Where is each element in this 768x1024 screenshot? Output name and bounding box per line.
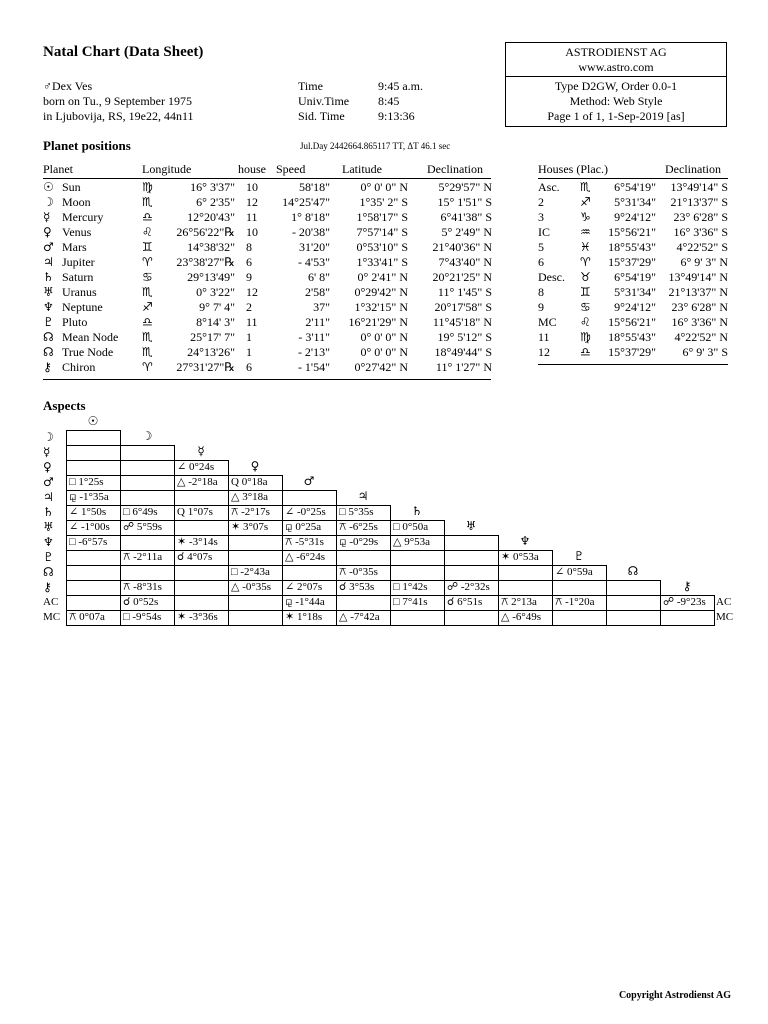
planet-declination: 6°41'38" S	[440, 210, 492, 224]
house-name: 5	[538, 240, 544, 254]
aspect-cell: ∠ -1°00s	[66, 520, 121, 536]
house-declination: 13°49'14" S	[670, 180, 728, 194]
aspect-cell	[444, 550, 499, 566]
planet-longitude: 8°14' 3"	[196, 315, 235, 329]
planet-name: Mean Node	[62, 330, 119, 344]
aspect-cell: △ 3°18a	[228, 490, 283, 506]
aspect-cell	[120, 535, 175, 551]
time-label: Time	[298, 79, 323, 93]
aspect-row-glyph-icon: ♄	[43, 505, 54, 519]
house-declination: 4°22'52" S	[676, 240, 728, 254]
planet-glyph-icon: ♃	[43, 255, 54, 269]
aspect-cell	[66, 565, 121, 581]
planet-speed: 2'11"	[305, 315, 330, 329]
aspect-cell: ✶ 3°07s	[228, 520, 283, 536]
sign-glyph-icon: ♊	[580, 285, 591, 299]
aspect-cell	[120, 445, 175, 461]
aspect-cell: ☍ -2°32s	[444, 580, 499, 596]
aspect-cell	[120, 565, 175, 581]
col-latitude: Latitude	[342, 162, 382, 176]
aspect-cell	[390, 565, 445, 581]
planet-house: 12	[246, 195, 258, 209]
planet-house: 8	[246, 240, 252, 254]
company-url: www.astro.com	[578, 60, 654, 74]
aspect-cell: □ 7°41s	[390, 595, 445, 611]
house-declination: 16° 3'36" N	[671, 315, 728, 329]
sid-label: Sid. Time	[298, 109, 345, 123]
aspect-cell: ☍ 5°59s	[120, 520, 175, 536]
aspect-cell	[606, 595, 661, 611]
aspect-col-glyph-icon: ♂	[303, 474, 315, 488]
aspect-col-glyph-icon: ♄	[411, 504, 423, 518]
planet-house: 11	[246, 210, 258, 224]
planet-latitude: 1°58'17" S	[356, 210, 408, 224]
aspect-cell	[228, 535, 283, 551]
planet-latitude: 0°53'10" S	[356, 240, 408, 254]
aspect-row-glyph-icon: ♃	[43, 490, 54, 504]
planet-longitude: 6° 2'35"	[196, 195, 235, 209]
aspect-row-glyph-icon: MC	[43, 611, 61, 623]
aspect-cell: ✶ -3°14s	[174, 535, 229, 551]
planet-speed: 31'20"	[298, 240, 330, 254]
aspect-col-glyph-icon: ☉	[87, 414, 99, 428]
col-planet: Planet	[43, 162, 73, 176]
aspect-row-glyph-icon: ♅	[43, 520, 54, 534]
house-longitude: 5°31'34"	[614, 285, 656, 299]
planet-house: 10	[246, 225, 258, 239]
house-name: 6	[538, 255, 544, 269]
aspect-cell	[174, 595, 229, 611]
planet-speed: - 20'38"	[291, 225, 330, 239]
aspect-cell: ⚻ -6°25s	[336, 520, 391, 536]
sign-glyph-icon: ♐	[580, 195, 591, 209]
planet-longitude: 0° 3'22"	[196, 285, 235, 299]
planet-latitude: 7°57'14" S	[356, 225, 408, 239]
aspect-cell: ∠ 2°07s	[282, 580, 337, 596]
aspect-row-glyph-icon: ♀	[43, 460, 52, 474]
planet-longitude: 25°17' 7"	[190, 330, 235, 344]
aspect-cell: △ -2°18a	[174, 475, 229, 491]
planet-glyph-icon: ♇	[43, 315, 54, 329]
aspect-cell	[444, 610, 499, 626]
planet-glyph-icon: ♄	[43, 270, 54, 284]
aspect-cell: ☌ 3°53s	[336, 580, 391, 596]
planet-house: 10	[246, 180, 258, 194]
aspect-col-glyph-icon: ♇	[573, 549, 585, 563]
planet-name: Chiron	[62, 360, 96, 374]
aspect-row-glyph-icon: ⚷	[43, 580, 52, 594]
aspect-row-glyph-icon: ♇	[43, 550, 54, 564]
planet-name: Jupiter	[62, 255, 95, 269]
planet-house: 9	[246, 270, 252, 284]
aspect-cell: ⚻ -2°11a	[120, 550, 175, 566]
planet-speed: 37"	[313, 300, 330, 314]
house-declination: 23° 6'28" N	[671, 300, 728, 314]
time-value: 9:45 a.m.	[378, 79, 423, 93]
col-speed: Speed	[276, 162, 306, 176]
col-house: house	[238, 162, 266, 176]
aspect-cell: □ 1°25s	[66, 475, 121, 491]
aspect-cell: □ 6°49s	[120, 505, 175, 521]
sign-glyph-icon: ♐	[142, 300, 153, 314]
planet-declination: 5° 2'49" N	[441, 225, 492, 239]
sign-glyph-icon: ♏	[142, 345, 153, 359]
ut-label: Univ.Time	[298, 94, 350, 108]
planet-longitude: 29°13'49"	[187, 270, 235, 284]
planet-name: Mercury	[62, 210, 104, 224]
aspect-cell	[120, 490, 175, 506]
house-name: 3	[538, 210, 544, 224]
planet-speed: - 4'53"	[297, 255, 330, 269]
col-declination: Declination	[427, 162, 483, 176]
aspect-cell: ⚻ -1°20a	[552, 595, 607, 611]
house-name: 9	[538, 300, 544, 314]
planet-declination: 11° 1'45" S	[437, 285, 492, 299]
house-declination: 6° 9' 3" S	[682, 345, 728, 359]
planet-house: 1	[246, 330, 252, 344]
sign-glyph-icon: ♏	[142, 330, 153, 344]
aspect-cell: △ 9°53a	[390, 535, 445, 551]
house-name: Asc.	[538, 180, 560, 194]
sign-glyph-icon: ♋	[580, 300, 591, 314]
aspect-cell	[552, 610, 607, 626]
aspect-cell: ∠ 0°24s	[174, 460, 229, 476]
planet-speed: 14°25'47"	[282, 195, 330, 209]
col-house-declination: Declination	[665, 162, 721, 176]
house-name: MC	[538, 315, 557, 329]
planet-name: Uranus	[62, 285, 97, 299]
julian-day: Jul.Day 2442664.865117 TT, ΔT 46.1 sec	[300, 141, 451, 151]
aspect-cell: ⚼ -1°44a	[282, 595, 337, 611]
person-name: ♂Dex Ves	[43, 79, 93, 93]
planet-longitude: 14°38'32"	[187, 240, 235, 254]
planet-latitude: 0° 0' 0" N	[360, 180, 408, 194]
aspect-cell	[390, 610, 445, 626]
chart-type: Type D2GW, Order 0.0-1	[554, 79, 678, 93]
aspect-cell: Q 1°07s	[174, 505, 229, 521]
aspect-col-glyph-icon: ♅	[465, 519, 477, 533]
sign-glyph-icon: ♈	[580, 255, 591, 269]
sign-glyph-icon: ♏	[142, 195, 153, 209]
aspect-cell: ∠ -0°25s	[282, 505, 337, 521]
sign-glyph-icon: ♒	[580, 225, 591, 239]
aspect-cell	[282, 565, 337, 581]
house-longitude: 9°24'12"	[614, 210, 656, 224]
planet-latitude: 0°27'42" N	[354, 360, 408, 374]
house-longitude: 5°31'34"	[614, 195, 656, 209]
planet-speed: 58'18"	[298, 180, 330, 194]
planet-glyph-icon: ♂	[43, 240, 54, 254]
aspect-cell: ∠ 0°59a	[552, 565, 607, 581]
aspect-col-glyph-icon: ♃	[357, 489, 369, 503]
aspect-cell	[174, 565, 229, 581]
aspect-right-label: MC	[716, 611, 734, 623]
planet-longitude: 23°38'27"℞	[176, 255, 235, 269]
planet-speed: 1° 8'18"	[291, 210, 330, 224]
planet-latitude: 0° 0' 0" N	[360, 345, 408, 359]
planet-declination: 15° 1'51" S	[437, 195, 492, 209]
house-name: Desc.	[538, 270, 565, 284]
planet-longitude: 9° 7' 4"	[199, 300, 235, 314]
house-longitude: 6°54'19"	[614, 180, 656, 194]
planet-glyph-icon: ♆	[43, 300, 54, 314]
planet-house: 6	[246, 360, 252, 374]
planet-name: Pluto	[62, 315, 88, 329]
aspect-row-glyph-icon: ♂	[43, 475, 54, 489]
house-longitude: 9°24'12"	[614, 300, 656, 314]
aspect-row-glyph-icon: ♆	[43, 535, 54, 549]
house-declination: 4°22'52" N	[674, 330, 728, 344]
house-longitude: 15°37'29"	[608, 255, 656, 269]
planet-house: 1	[246, 345, 252, 359]
aspect-cell: □ -9°54s	[120, 610, 175, 626]
page-info: Page 1 of 1, 1-Sep-2019 [as]	[547, 109, 685, 123]
aspect-cell	[336, 595, 391, 611]
house-declination: 21°13'37" S	[670, 195, 728, 209]
aspect-cell: ⚼ -0°29s	[336, 535, 391, 551]
sign-glyph-icon: ♓	[580, 240, 591, 254]
birth-date: born on Tu., 9 September 1975	[43, 94, 193, 108]
house-name: 11	[538, 330, 550, 344]
planet-house: 12	[246, 285, 258, 299]
aspect-cell	[282, 490, 337, 506]
planet-name: True Node	[62, 345, 114, 359]
aspect-cell	[498, 580, 553, 596]
aspect-row-glyph-icon: AC	[43, 596, 59, 608]
aspect-cell	[66, 595, 121, 611]
planet-glyph-icon: ⚷	[43, 360, 52, 374]
planet-positions-title: Planet positions	[43, 138, 131, 153]
aspect-cell	[228, 610, 283, 626]
planet-glyph-icon: ♀	[43, 225, 52, 239]
house-longitude: 15°56'21"	[608, 315, 656, 329]
planet-speed: - 2'13"	[297, 345, 330, 359]
planet-name: Saturn	[62, 270, 94, 284]
aspects-title: Aspects	[43, 398, 86, 413]
aspect-cell: ☌ 4°07s	[174, 550, 229, 566]
aspect-cell: ⚼ 0°25a	[282, 520, 337, 536]
aspect-row-glyph-icon: ☊	[43, 565, 54, 579]
aspect-cell	[174, 580, 229, 596]
planet-declination: 11°45'18" N	[432, 315, 492, 329]
aspect-cell	[228, 550, 283, 566]
house-longitude: 15°37'29"	[608, 345, 656, 359]
sign-glyph-icon: ♏	[580, 180, 591, 194]
aspect-cell: ⚻ -8°31s	[120, 580, 175, 596]
aspect-row-glyph-icon: ☿	[43, 445, 51, 459]
planet-glyph-icon: ☊	[43, 345, 54, 359]
planet-speed: - 3'11"	[298, 330, 330, 344]
planet-latitude: 1°32'15" N	[354, 300, 408, 314]
aspect-cell	[552, 580, 607, 596]
planet-latitude: 1°33'41" S	[356, 255, 408, 269]
ut-value: 8:45	[378, 94, 400, 108]
sign-glyph-icon: ♎	[142, 210, 153, 224]
planet-longitude: 16° 3'37"	[190, 180, 235, 194]
house-declination: 16° 3'36" S	[673, 225, 728, 239]
aspect-cell	[606, 580, 661, 596]
sign-glyph-icon: ♑	[580, 210, 591, 224]
planet-longitude: 24°13'26"	[187, 345, 235, 359]
planet-glyph-icon: ♅	[43, 285, 54, 299]
aspect-col-glyph-icon: ☽	[141, 429, 153, 443]
planet-longitude: 27°31'27"℞	[176, 360, 235, 374]
aspect-cell	[66, 430, 121, 446]
aspect-cell	[174, 490, 229, 506]
aspect-cell	[228, 595, 283, 611]
aspect-cell	[66, 550, 121, 566]
sign-glyph-icon: ♌	[580, 315, 591, 329]
sign-glyph-icon: ♍	[580, 330, 591, 344]
aspect-cell: ☍ -9°23s	[660, 595, 715, 611]
house-name: 8	[538, 285, 544, 299]
planet-name: Moon	[62, 195, 91, 209]
planet-latitude: 1°35' 2" S	[359, 195, 408, 209]
company-name: ASTRODIENST AG	[565, 45, 667, 59]
col-houses: Houses (Plac.)	[538, 162, 608, 176]
house-declination: 23° 6'28" S	[673, 210, 728, 224]
house-declination: 21°13'37" N	[668, 285, 728, 299]
planet-speed: 6' 8"	[307, 270, 330, 284]
aspect-cell: ☌ 0°52s	[120, 595, 175, 611]
sign-glyph-icon: ♈	[142, 360, 153, 374]
house-name: IC	[538, 225, 550, 239]
aspect-col-glyph-icon: ♀	[250, 459, 260, 473]
planet-latitude: 0° 0' 0" N	[360, 330, 408, 344]
aspect-col-glyph-icon: ☊	[627, 564, 639, 578]
aspect-cell: □ 5°35s	[336, 505, 391, 521]
aspect-cell: ✶ -3°36s	[174, 610, 229, 626]
aspect-cell: □ -6°57s	[66, 535, 121, 551]
planet-longitude: 12°20'43"	[187, 210, 235, 224]
sid-value: 9:13:36	[378, 109, 415, 123]
aspect-cell	[444, 535, 499, 551]
sign-glyph-icon: ♏	[142, 285, 153, 299]
aspect-cell	[120, 460, 175, 476]
aspect-cell: ⚻ -5°31s	[282, 535, 337, 551]
planet-declination: 20°21'25" N	[432, 270, 492, 284]
chart-method: Method: Web Style	[569, 94, 663, 108]
planet-longitude: 26°56'22"℞	[176, 225, 235, 239]
planet-name: Sun	[62, 180, 81, 194]
planet-declination: 21°40'36" N	[432, 240, 492, 254]
sign-glyph-icon: ♍	[142, 180, 153, 194]
planet-declination: 11° 1'27" N	[435, 360, 492, 374]
aspect-cell: ✶ 0°53a	[498, 550, 553, 566]
sign-glyph-icon: ♉	[580, 270, 591, 284]
planet-name: Mars	[62, 240, 87, 254]
house-name: 2	[538, 195, 544, 209]
sign-glyph-icon: ♎	[580, 345, 591, 359]
aspect-cell	[390, 550, 445, 566]
copyright: Copyright Astrodienst AG	[618, 990, 731, 1001]
planet-latitude: 0° 2'41" N	[357, 270, 408, 284]
planet-house: 11	[246, 315, 258, 329]
aspect-cell	[498, 565, 553, 581]
aspect-col-glyph-icon: ☿	[197, 444, 205, 458]
aspect-cell: □ 1°42s	[390, 580, 445, 596]
chart-title: Natal Chart (Data Sheet)	[43, 44, 204, 60]
aspect-cell: Q 0°18a	[228, 475, 283, 491]
house-longitude: 18°55'43"	[608, 330, 656, 344]
planet-name: Neptune	[62, 300, 103, 314]
planet-glyph-icon: ☿	[43, 210, 51, 224]
birth-place: in Ljubovija, RS, 19e22, 44n11	[43, 109, 194, 123]
planet-latitude: 0°29'42" N	[354, 285, 408, 299]
planet-glyph-icon: ☽	[43, 195, 54, 209]
planet-name: Venus	[62, 225, 92, 239]
col-longitude: Longitude	[142, 162, 192, 176]
aspect-cell: △ -7°42a	[336, 610, 391, 626]
aspect-cell: □ 0°50a	[390, 520, 445, 536]
aspect-cell	[444, 565, 499, 581]
aspect-cell: □ -2°43a	[228, 565, 283, 581]
planet-speed: - 1'54"	[297, 360, 330, 374]
house-longitude: 15°56'21"	[608, 225, 656, 239]
aspect-cell	[66, 580, 121, 596]
house-declination: 6° 9' 3" N	[680, 255, 728, 269]
sign-glyph-icon: ♊	[142, 240, 153, 254]
aspect-cell	[174, 520, 229, 536]
aspect-cell: △ -0°35s	[228, 580, 283, 596]
aspect-cell: ⚻ -0°35s	[336, 565, 391, 581]
house-name: 12	[538, 345, 550, 359]
aspect-cell: ⚻ -2°17s	[228, 505, 283, 521]
aspect-cell: △ -6°49s	[498, 610, 553, 626]
aspect-cell	[120, 475, 175, 491]
aspect-col-glyph-icon: ⚷	[682, 579, 692, 593]
aspect-cell: ✶ 1°18s	[282, 610, 337, 626]
aspect-cell	[336, 550, 391, 566]
planet-declination: 19° 5'12" S	[437, 330, 492, 344]
aspect-cell	[606, 610, 661, 626]
sign-glyph-icon: ♌	[142, 225, 153, 239]
sign-glyph-icon: ♈	[142, 255, 153, 269]
sign-glyph-icon: ♋	[142, 270, 153, 284]
sign-glyph-icon: ♎	[142, 315, 153, 329]
planet-declination: 18°49'44" S	[434, 345, 492, 359]
aspect-cell	[66, 445, 121, 461]
planet-latitude: 16°21'29" N	[348, 315, 408, 329]
planet-glyph-icon: ☊	[43, 330, 54, 344]
aspect-right-label: AC	[716, 596, 732, 608]
planet-glyph-icon: ☉	[43, 180, 54, 194]
aspect-cell: ⚼ -1°35a	[66, 490, 121, 506]
aspect-cell: ☌ 6°51s	[444, 595, 499, 611]
planet-house: 2	[246, 300, 252, 314]
planet-house: 6	[246, 255, 252, 269]
house-longitude: 18°55'43"	[608, 240, 656, 254]
aspect-cell	[66, 460, 121, 476]
aspect-cell: ∠ 1°50s	[66, 505, 121, 521]
house-longitude: 6°54'19"	[614, 270, 656, 284]
aspect-row-glyph-icon: ☽	[43, 430, 54, 444]
house-declination: 13°49'14" N	[668, 270, 728, 284]
planet-declination: 20°17'58" S	[434, 300, 492, 314]
aspect-cell	[660, 610, 715, 626]
aspect-col-glyph-icon: ♆	[519, 534, 531, 548]
planet-speed: 2'58"	[304, 285, 330, 299]
aspect-cell: ⚻ 2°13a	[498, 595, 553, 611]
planet-declination: 7°43'40" N	[438, 255, 492, 269]
aspect-cell: △ -6°24s	[282, 550, 337, 566]
aspect-cell: ⚻ 0°07a	[66, 610, 121, 626]
planet-declination: 5°29'57" N	[438, 180, 492, 194]
